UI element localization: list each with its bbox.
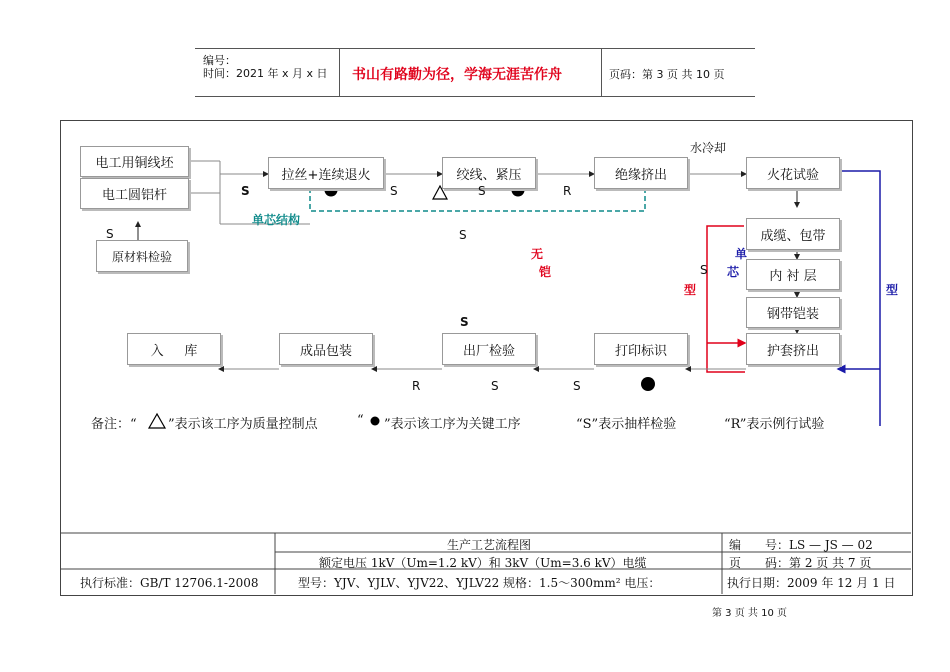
box-aluminum-rod: 电工圆铝杆 bbox=[80, 178, 189, 209]
footer-page-value: 码：第 2 页 共 7 页 bbox=[765, 556, 872, 570]
mark-s-raw: S bbox=[241, 184, 250, 198]
mark-s-factory-bottom: S bbox=[491, 379, 499, 393]
notes-triangle-desc: ”表示该工序为质量控制点 bbox=[168, 417, 318, 432]
box-raw-material-inspection: 原材料检验 bbox=[96, 240, 188, 272]
label-single: 单 bbox=[735, 247, 748, 261]
label-type-left: 型 bbox=[684, 283, 697, 297]
box-product-packaging: 成品包装 bbox=[279, 333, 373, 365]
notes-prefix: 备注：“ bbox=[91, 417, 137, 432]
box-inner-lining: 内 衬 层 bbox=[746, 259, 840, 290]
mark-s-raw-inspect: S bbox=[106, 227, 114, 241]
footer-code-label: 编 bbox=[729, 538, 742, 552]
box-factory-inspection: 出厂检验 bbox=[442, 333, 536, 365]
notes-r-desc: “R”表示例行试验 bbox=[724, 417, 825, 432]
box-print-marking: 打印标识 bbox=[594, 333, 688, 365]
mark-s-print: S bbox=[573, 379, 581, 393]
mark-s-stranding: S bbox=[478, 184, 486, 198]
notes-dot-open: “ bbox=[357, 413, 364, 428]
footer-model-spec: 型号：YJV、YJLV、YJV22、YJLV22 规格：1.5～300mm² 电压： bbox=[298, 576, 661, 590]
notes-triangle-icon bbox=[149, 414, 165, 428]
mark-s-middle: S bbox=[459, 228, 467, 242]
label-core: 芯 bbox=[727, 265, 740, 279]
box-steel-tape-armor: 钢带铠装 bbox=[746, 297, 840, 328]
label-armor: 铠 bbox=[539, 265, 552, 279]
notes-dot-icon bbox=[371, 417, 380, 426]
box-insulation-extrusion: 绝缘挤出 bbox=[594, 157, 688, 189]
box-spark-test: 火花试验 bbox=[746, 157, 840, 189]
page-footer: 第 3 页 共 10 页 bbox=[712, 608, 787, 619]
key-process-dot-print bbox=[641, 377, 655, 391]
footer-subtitle: 额定电压 1kV（Um=1.2 kV）和 3kV（Um=3.6 kV）电缆 bbox=[319, 556, 647, 570]
notes-s-desc: “S”表示抽样检验 bbox=[576, 417, 677, 432]
label-type-right: 型 bbox=[886, 283, 899, 297]
footer-page-label: 页 bbox=[729, 556, 742, 570]
footer-code-value: 号：LS — JS — 02 bbox=[765, 538, 873, 552]
box-stranding: 绞线、紧压 bbox=[442, 157, 536, 189]
mark-s-cabling: S bbox=[700, 263, 708, 277]
mark-s-drawing: S bbox=[390, 184, 398, 198]
box-copper-rod: 电工用铜线坯 bbox=[80, 146, 189, 177]
footer-exec-date: 执行日期：2009 年 12 月 1 日 bbox=[727, 576, 896, 590]
header-time: 时间：2021 年 x 月 x 日 bbox=[203, 67, 328, 80]
header-number: 编号： bbox=[203, 54, 236, 67]
mark-r-insulation: R bbox=[563, 184, 572, 198]
footer-standard: 执行标准：GB/T 12706.1-2008 bbox=[80, 576, 259, 590]
label-single-core-structure: 单芯结构 bbox=[252, 213, 301, 227]
mark-s-factory: S bbox=[460, 315, 469, 329]
notes-dot-desc: ”表示该工序为关键工序 bbox=[384, 417, 521, 432]
box-sheath-extrusion: 护套挤出 bbox=[746, 333, 840, 365]
footer-title: 生产工艺流程图 bbox=[447, 538, 532, 552]
header-page-number: 页码：第 3 页 共 10 页 bbox=[609, 68, 725, 81]
box-cabling-taping: 成缆、包带 bbox=[746, 218, 840, 250]
label-no: 无 bbox=[531, 247, 544, 261]
header-motto: 书山有路勤为径，学海无涯苦作舟 bbox=[352, 67, 562, 83]
label-water-cooling: 水冷却 bbox=[690, 141, 727, 155]
mark-r-factory: R bbox=[412, 379, 421, 393]
box-warehousing: 入 库 bbox=[127, 333, 221, 365]
box-drawing-annealing: 拉丝+连续退火 bbox=[268, 157, 384, 189]
